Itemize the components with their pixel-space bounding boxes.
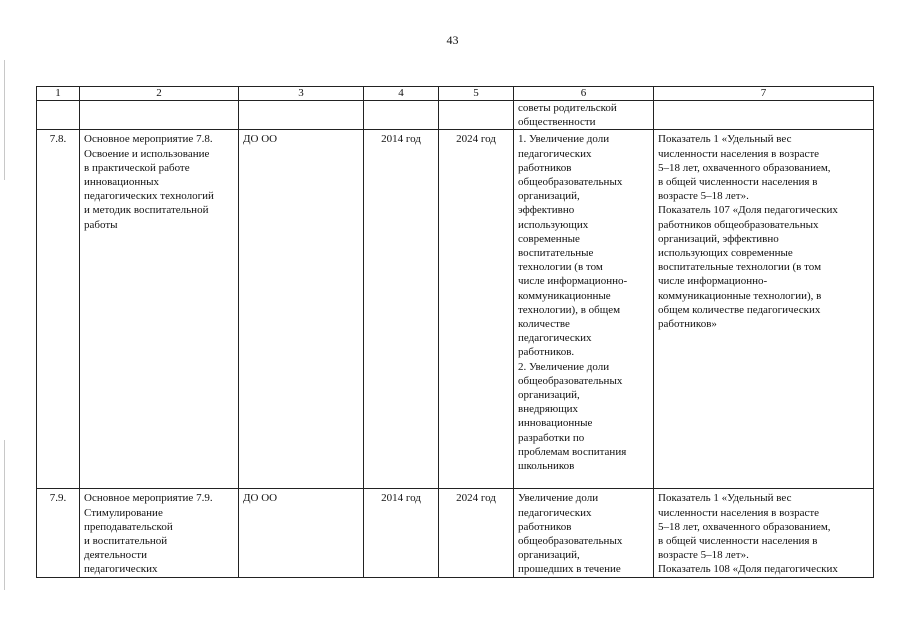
end-year-cell: 2024 год	[439, 130, 514, 489]
table-cell	[654, 101, 874, 130]
end-year-cell: 2024 год	[439, 489, 514, 577]
indicator-cell: Показатель 1 «Удельный вес численности населения в возрасте 5–18 лет, охваченного образованием, в общей численности населения в возрасте 5–18 лет». Показатель 107 «Доля педагогических работников общеобразовательных организаций, эффективно использующих современные воспитательные технологии (в том числе информационно- коммуникационные технологии), в общем количестве педагогических работников»	[654, 130, 874, 489]
column-header: 1	[37, 87, 80, 101]
result-cell: 1. Увеличение доли педагогических работников общеобразовательных организаций, эффективно использующих современные воспитательные технологии (в том числе информационно- коммуникационные технологии), в общем количестве педагогических работников. 2. Увеличение доли общеобразовательных организаций, внедряющих инновационные разработки по проблемам воспитания школьников	[514, 130, 654, 489]
row-number-cell: 7.9.	[37, 489, 80, 577]
start-year-cell: 2014 год	[364, 489, 439, 577]
column-header: 7	[654, 87, 874, 101]
continuation-row	[37, 101, 874, 130]
activity-title-cell: Основное мероприятие 7.9. Стимулирование преподавательской и воспитательной деятельности педагогических	[80, 489, 239, 577]
column-header: 6	[514, 87, 654, 101]
table-cell	[439, 101, 514, 130]
row-number-cell: 7.8.	[37, 130, 80, 489]
column-header: 2	[80, 87, 239, 101]
program-activities-table	[36, 86, 874, 578]
column-header: 3	[239, 87, 364, 101]
table-cell	[239, 101, 364, 130]
result-cell: советы родительской общественности	[514, 101, 654, 130]
table-cell	[364, 101, 439, 130]
indicator-cell: Показатель 1 «Удельный вес численности населения в возрасте 5–18 лет, охваченного образованием, в общей численности населения в возрасте 5–18 лет». Показатель 108 «Доля педагогических	[654, 489, 874, 577]
scan-edge-mark	[4, 60, 5, 180]
table-cell	[80, 101, 239, 130]
scan-edge-mark	[4, 440, 5, 590]
column-number-row	[37, 87, 874, 101]
column-header: 5	[439, 87, 514, 101]
page-number: 43	[446, 33, 459, 47]
activity-title-cell: Основное мероприятие 7.8. Освоение и использование в практической работе инновационных педагогических технологий и методик воспитательной работы	[80, 130, 239, 489]
table-row	[37, 130, 874, 489]
result-cell: Увеличение доли педагогических работников общеобразовательных организаций, прошедших в течение	[514, 489, 654, 577]
column-header: 4	[364, 87, 439, 101]
start-year-cell: 2014 год	[364, 130, 439, 489]
executor-cell: ДО ОО	[239, 489, 364, 577]
table-row	[37, 489, 874, 577]
table-cell	[37, 101, 80, 130]
executor-cell: ДО ОО	[239, 130, 364, 489]
